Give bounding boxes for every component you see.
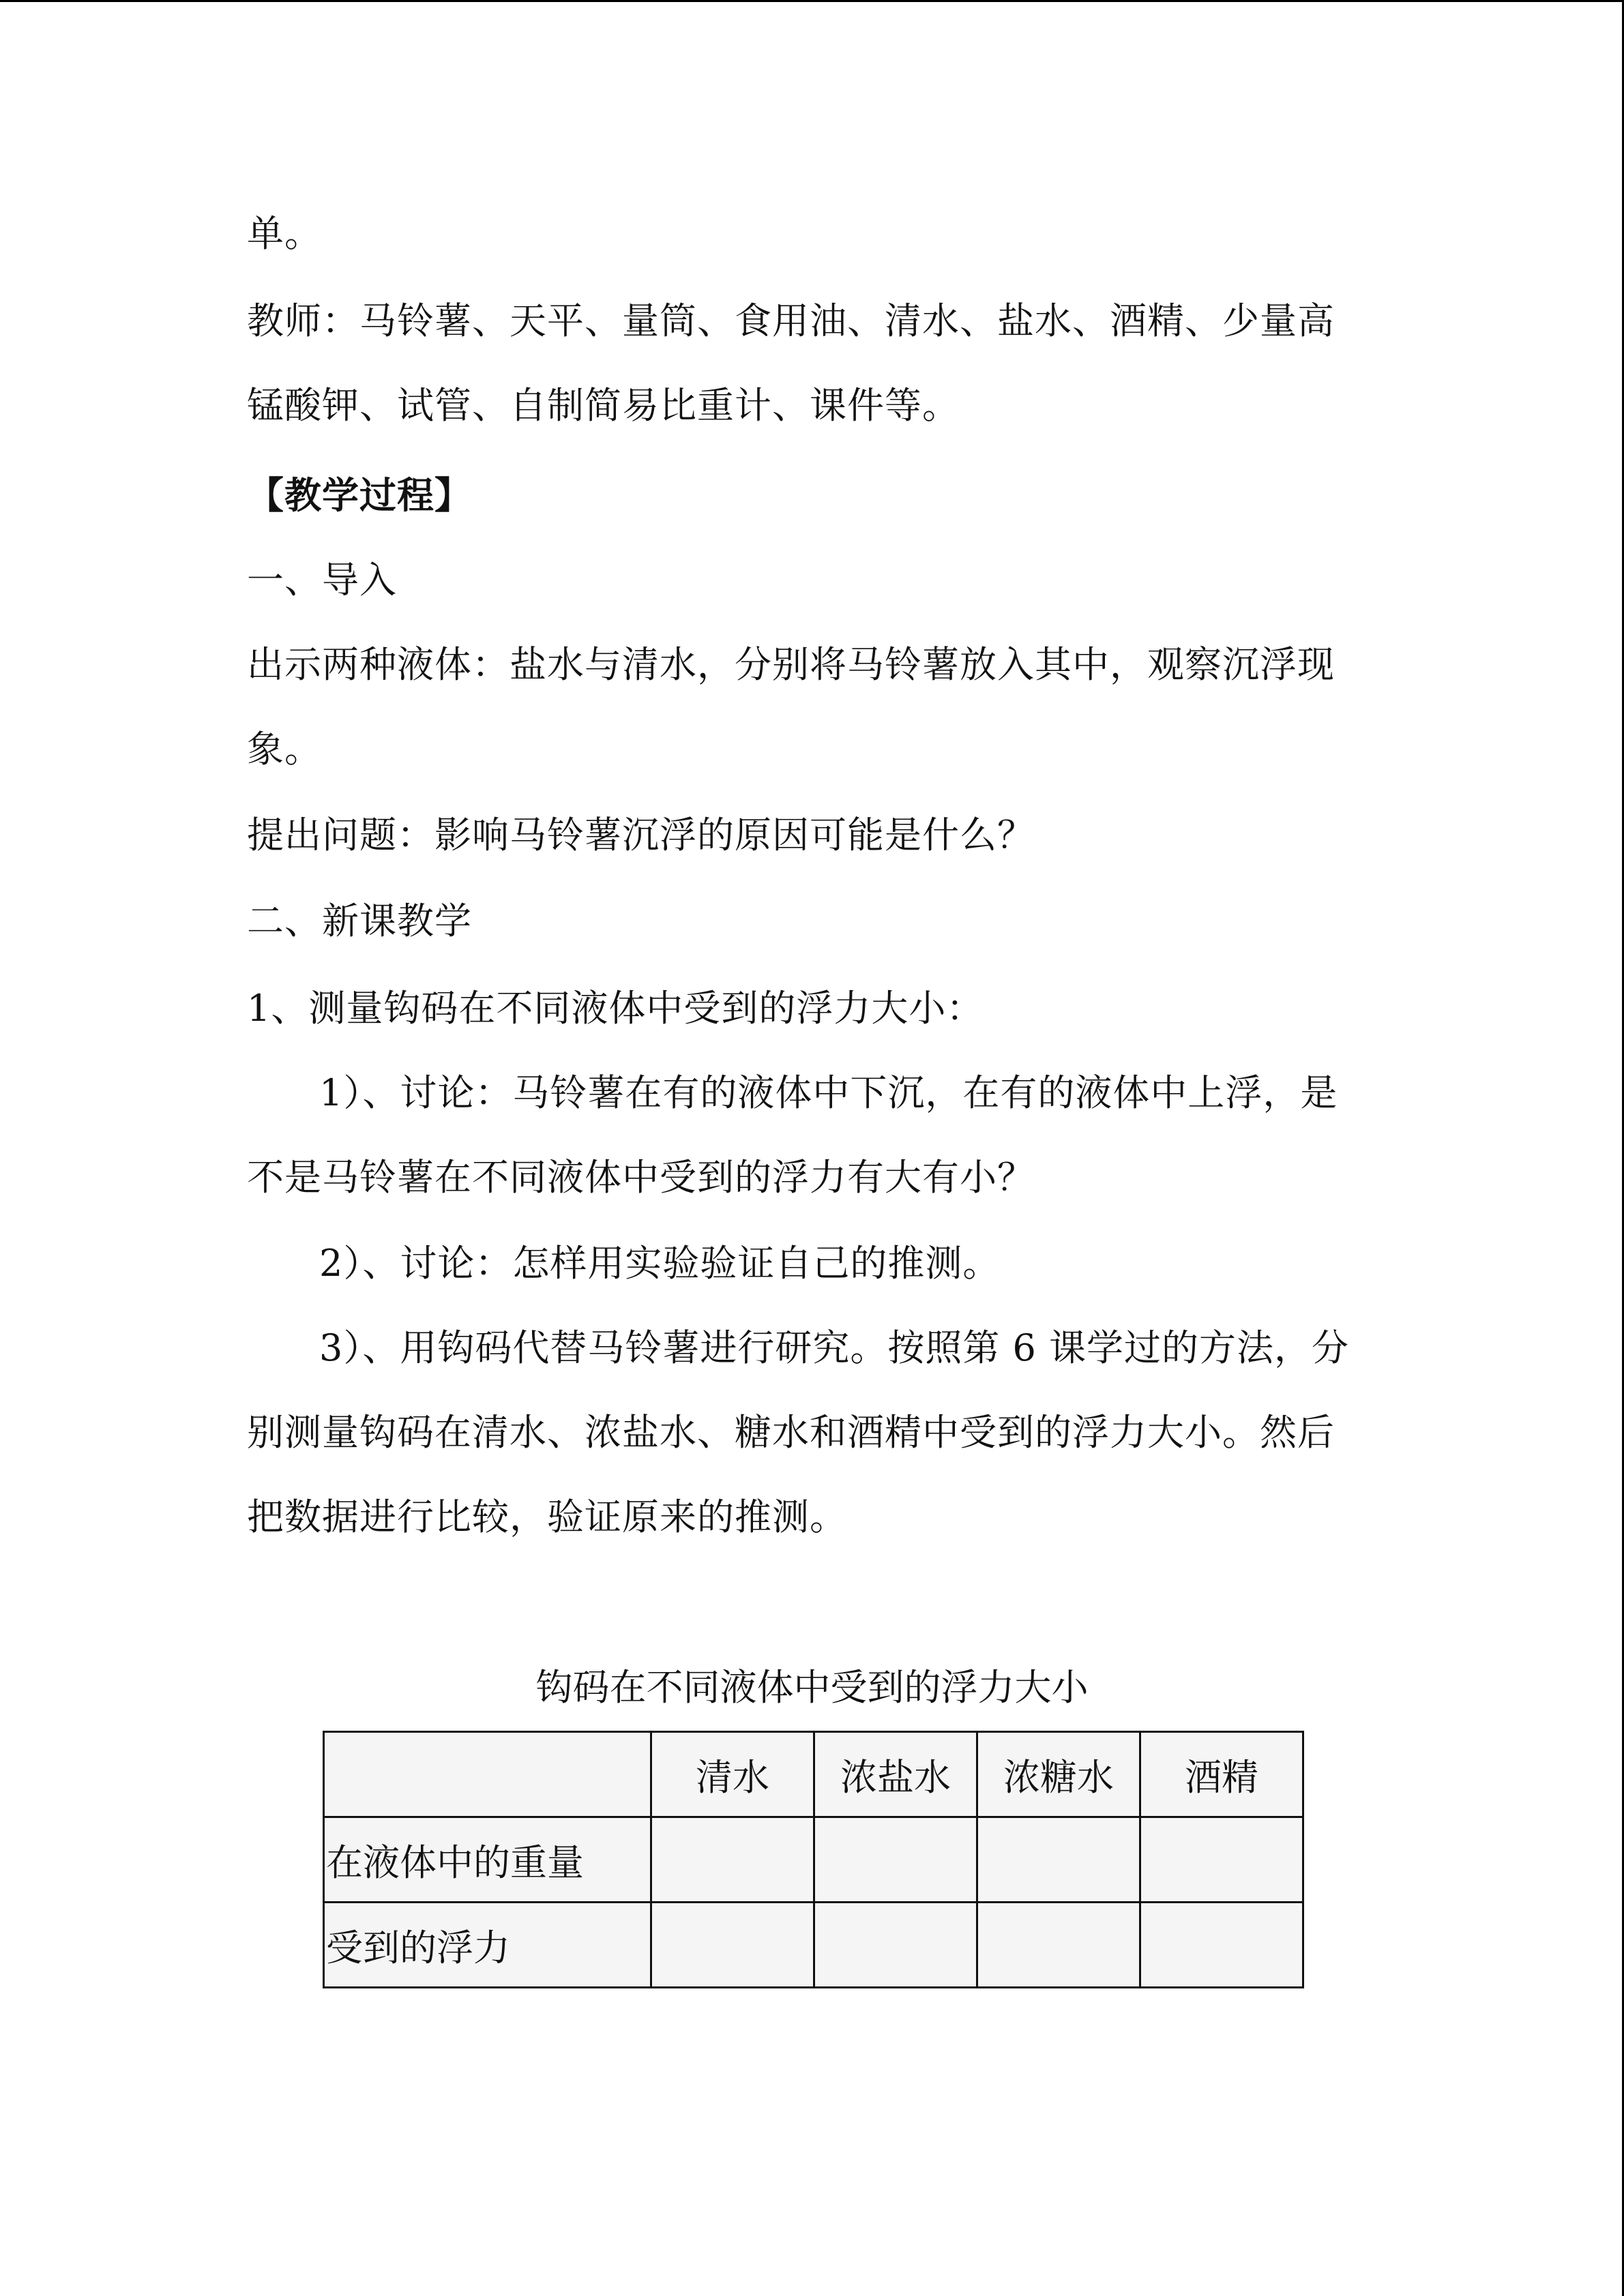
table-header-salt-water: 浓盐水 [814, 1732, 977, 1817]
paragraph-teacher-materials-cont: 锰酸钾、试管、自制简易比重计、课件等。 [247, 384, 960, 427]
table-cell [814, 1817, 977, 1903]
table-cell [1140, 1817, 1303, 1903]
table-row [324, 1817, 1303, 1903]
table-cell [1140, 1903, 1303, 1988]
table-cell [814, 1903, 977, 1988]
paragraph-discussion-1-cont: 不是马铃薯在不同液体中受到的浮力有大有小？ [247, 1156, 1035, 1199]
paragraph-discussion-1: 1）、讨论：马铃薯在有的液体中下沉，在有的液体中上浮，是 [319, 1071, 1338, 1114]
table-header-water: 清水 [651, 1732, 814, 1817]
table-header-alcohol: 酒精 [1140, 1732, 1303, 1817]
table-cell [651, 1817, 814, 1903]
buoyancy-table [323, 1731, 1304, 1988]
table-header-row [324, 1732, 1303, 1817]
paragraph-step-3-end: 把数据进行比较，验证原来的推测。 [247, 1495, 847, 1538]
row-label-buoyant-force: 受到的浮力 [324, 1903, 651, 1988]
table-header-sugar-water: 浓糖水 [977, 1732, 1140, 1817]
table-row [324, 1903, 1303, 1988]
paragraph-show-liquids-cont: 象。 [247, 728, 322, 771]
row-label-weight-in-liquid: 在液体中的重量 [324, 1817, 651, 1903]
table-cell [651, 1903, 814, 1988]
heading-introduction: 一、导入 [247, 558, 397, 601]
table-cell [977, 1817, 1140, 1903]
table-header-empty [324, 1732, 651, 1817]
paragraph-discussion-2: 2）、讨论：怎样用实验验证自己的推测。 [319, 1242, 1001, 1285]
paragraph-show-liquids: 出示两种液体：盐水与清水，分别将马铃薯放入其中，观察沉浮现 [247, 643, 1335, 686]
paragraph-step-3: 3）、用钩码代替马铃薯进行研究。按照第 6 课学过的方法，分 [319, 1326, 1350, 1369]
table-title: 钩码在不同液体中受到的浮力大小 [535, 1666, 1089, 1709]
paragraph-teacher-materials: 教师：马铃薯、天平、量筒、食用油、清水、盐水、酒精、少量高 [247, 299, 1335, 342]
section-heading-teaching-process: 【教学过程】 [247, 474, 472, 517]
paragraph-step-3-cont: 别测量钩码在清水、浓盐水、糖水和酒精中受到的浮力大小。然后 [247, 1411, 1335, 1454]
heading-new-lesson: 二、新课教学 [247, 899, 472, 942]
table-cell [977, 1903, 1140, 1988]
paragraph-question: 提出问题：影响马铃薯沉浮的原因可能是什么？ [247, 814, 1035, 856]
heading-measure-buoyancy: 1、测量钩码在不同液体中受到的浮力大小： [247, 987, 984, 1030]
paragraph-1: 单。 [247, 212, 322, 255]
